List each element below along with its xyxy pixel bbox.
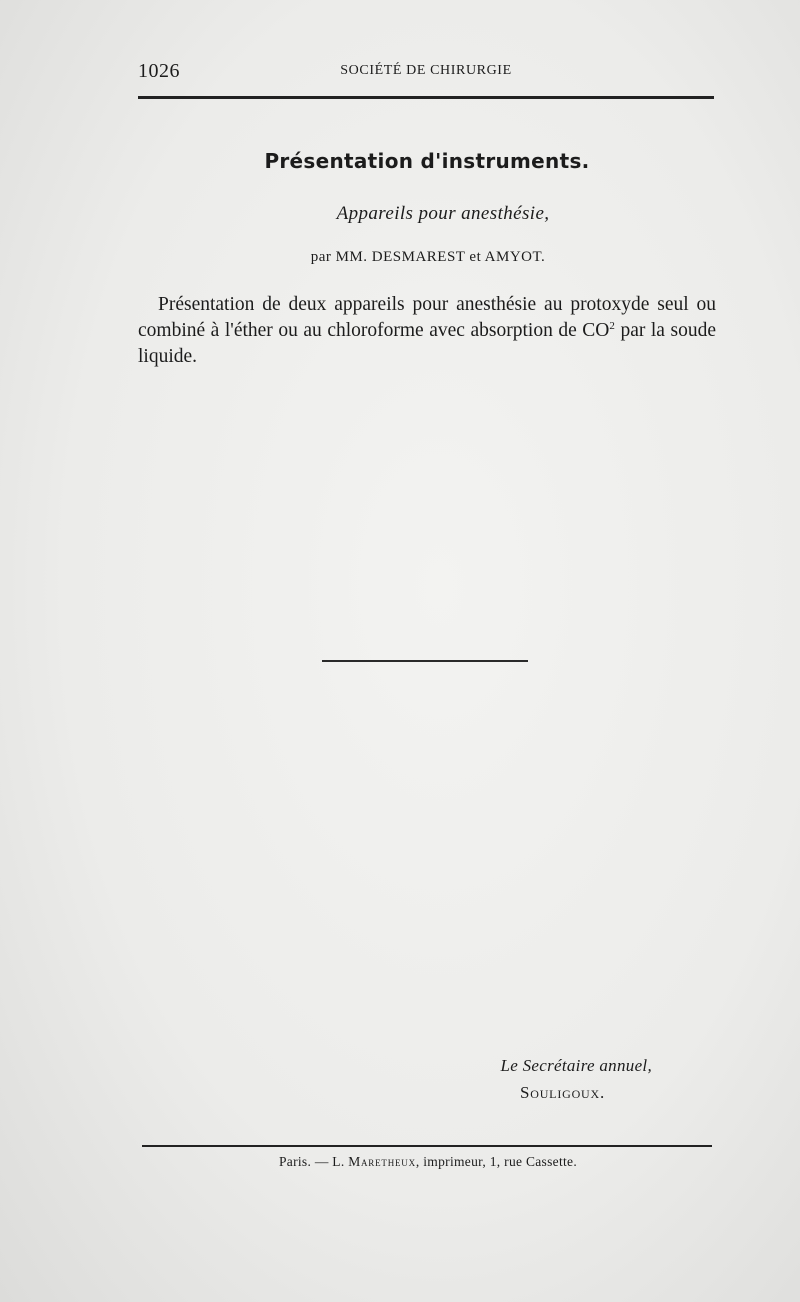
running-head — [138, 60, 714, 88]
body-text-main: Présentation de deux appareils pour anesthésie au protoxyde seul ou combiné à l'éther ou au chloroforme avec absorption de CO — [138, 294, 716, 341]
body-paragraph — [138, 292, 716, 370]
body-text-end: par la soude liquide. — [138, 320, 716, 367]
section-divider — [322, 660, 528, 662]
journal-title: SOCIÉTÉ DE CHIRURGIE — [340, 63, 512, 78]
printer-imprint — [0, 1154, 800, 1170]
imprint-address: , imprimeur, 1, rue Cassette. — [415, 1154, 578, 1169]
imprint-city: Paris. — L. — [278, 1154, 349, 1169]
footer-rule — [142, 1145, 712, 1147]
authors-line: par MM. DESMAREST et AMYOT. — [310, 249, 546, 265]
section-subtitle: Appareils pour anesthésie, — [336, 203, 550, 224]
signature-name: Souligoux. — [520, 1083, 606, 1102]
section-title: Présentation d'instruments. — [264, 149, 590, 173]
page-number: 1026 — [138, 60, 180, 82]
signature-block — [420, 1056, 660, 1106]
signature-role: Le Secrétaire annuel, — [500, 1056, 652, 1075]
body-superscript: 2 — [609, 320, 615, 332]
imprint-printer-name: Maretheux — [348, 1154, 416, 1169]
header-rule — [138, 96, 714, 99]
